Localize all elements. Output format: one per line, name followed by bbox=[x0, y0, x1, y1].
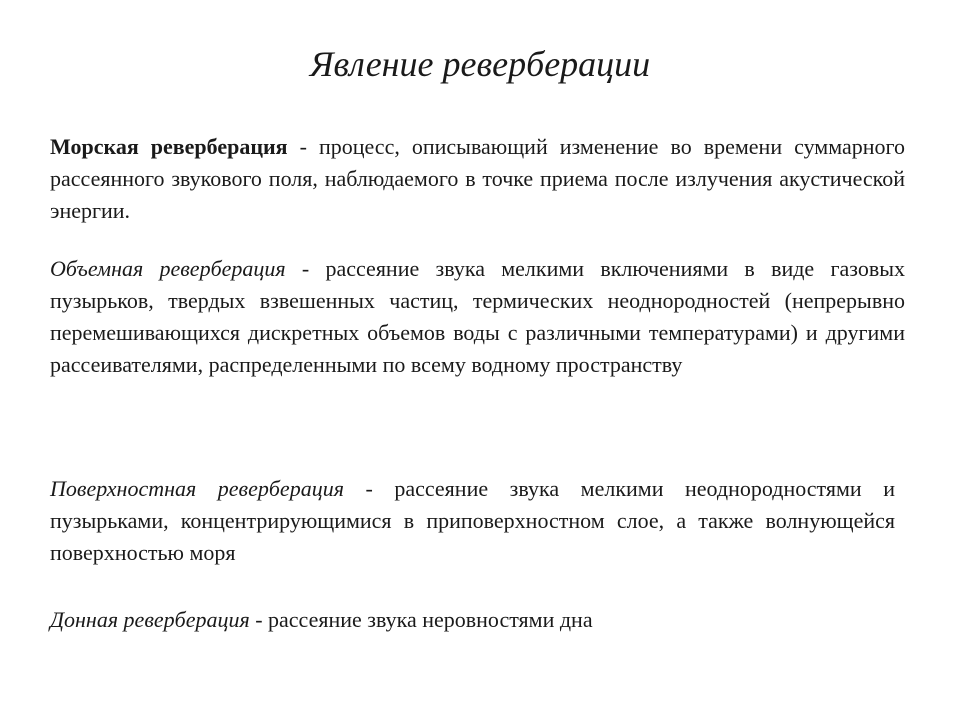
definition-sea-reverberation bbox=[50, 131, 905, 227]
definition-surface-reverberation bbox=[50, 473, 895, 569]
term-bottom-reverberation: Донная реверберация bbox=[50, 607, 250, 632]
definition-text: - рассеяние звука мелкими неоднородностями и пузырьками, концентрирующимися в приповерхностном слое, а также волнующейся поверхностью моря bbox=[50, 476, 895, 565]
definition-text: - рассеяние звука неровностями дна bbox=[249, 607, 593, 632]
definition-text: - процесс, описывающий изменение во времени суммарного рассеянного звукового поля, наблюдаемого в точке приема после излучения акустической энергии. bbox=[50, 134, 905, 223]
slide-title: Явление реверберации bbox=[309, 44, 651, 84]
definition-bottom-reverberation bbox=[50, 604, 905, 636]
term-volume-reverberation: Объемная реверберация bbox=[50, 256, 286, 281]
term-sea-reverberation: Морская реверберация bbox=[50, 134, 288, 159]
definition-volume-reverberation bbox=[50, 253, 905, 381]
definition-text: - рассеяние звука мелкими включениями в виде газовых пузырьков, твердых взвешенных частиц, термических неоднородностей (непрерывно перемешивающихся дискретных объемов воды с различными температурами) и другими рассеивателями, распределенными по всему водному пространству bbox=[50, 256, 905, 377]
term-surface-reverberation: Поверхностная реверберация bbox=[50, 476, 344, 501]
